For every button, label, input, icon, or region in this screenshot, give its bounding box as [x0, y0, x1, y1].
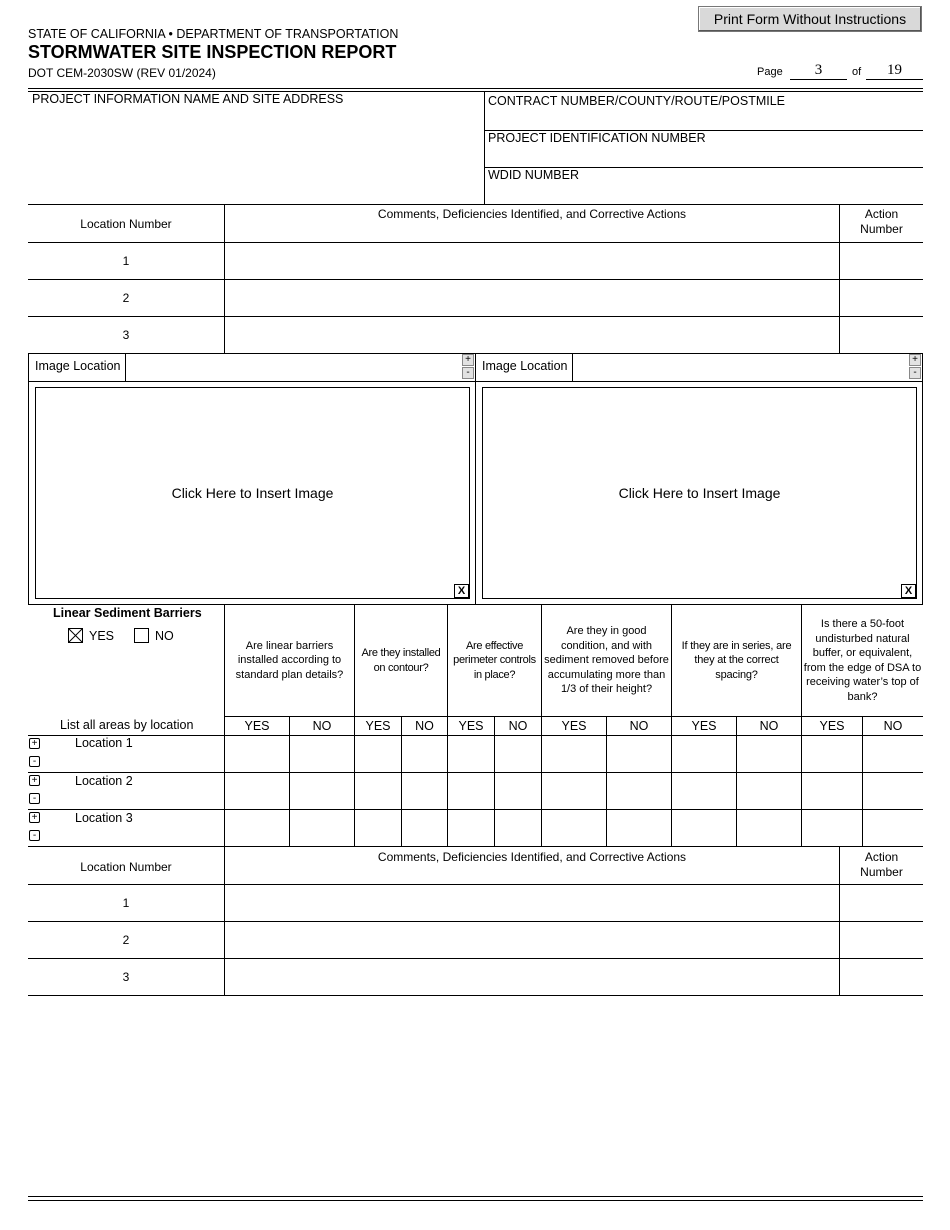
q5-yes-header: YES: [691, 719, 717, 733]
page-of-label: of: [852, 66, 862, 78]
comments-field[interactable]: [225, 922, 839, 958]
q1-no-header: NO: [312, 719, 332, 733]
image-location-label-right: Image Location: [482, 359, 568, 373]
form-id: DOT CEM-2030SW (REV 01/2024): [28, 66, 216, 80]
comments-field[interactable]: [225, 317, 839, 353]
action-number-field[interactable]: [840, 885, 923, 921]
question-natural-buffer: Is there a 50-foot undisturbed natural buffer, or equivalent, from the edge of DSA to receiving water’s top of bank?: [803, 618, 922, 703]
q5-no-header: NO: [759, 719, 779, 733]
action-number-header-line1: Action: [864, 850, 899, 864]
comments-field[interactable]: [225, 959, 839, 995]
location-2-add-button[interactable]: +: [29, 775, 40, 786]
image-location-plus-left[interactable]: +: [462, 354, 474, 366]
location-number-header: Location Number: [80, 216, 172, 231]
page-total-field[interactable]: 19: [866, 62, 923, 80]
footer-rule: [28, 1200, 923, 1201]
wdid-number-label: WDID NUMBER: [488, 168, 579, 182]
table-row-location: 2: [122, 933, 130, 947]
location-1-label: Location 1: [75, 736, 133, 750]
form-title: STORMWATER SITE INSPECTION REPORT: [28, 42, 397, 62]
question-correct-spacing: If they are in series, are they at the correct spacing?: [681, 639, 792, 681]
footer-rule: [28, 1196, 923, 1197]
project-id-field[interactable]: [485, 145, 923, 167]
agency-name: STATE OF CALIFORNIA • DEPARTMENT OF TRANSPORTATION: [28, 27, 399, 41]
barriers-yes-label: YES: [89, 629, 115, 643]
image-location-field-right[interactable]: [573, 354, 907, 381]
insert-image-right[interactable]: Click Here to Insert Image: [482, 387, 917, 599]
image-location-plus-right[interactable]: +: [909, 354, 921, 366]
image-location-label-left: Image Location: [35, 359, 121, 373]
image-location-minus-right[interactable]: -: [909, 367, 921, 379]
q3-yes-header: YES: [458, 719, 484, 733]
image-location-minus-left[interactable]: -: [462, 367, 474, 379]
comments-field[interactable]: [225, 280, 839, 316]
contract-number-label: CONTRACT NUMBER/COUNTY/ROUTE/POSTMILE: [488, 94, 786, 108]
table-row-location: 3: [122, 328, 130, 342]
project-info-field[interactable]: [28, 106, 484, 204]
question-perimeter-controls: Are effective perimeter controls in place?: [453, 639, 536, 681]
comments-header: Comments, Deficiencies Identified, and Corrective Actions: [377, 207, 687, 221]
print-form-button[interactable]: Print Form Without Instructions: [698, 6, 922, 32]
q4-no-header: NO: [629, 719, 649, 733]
project-info-label: PROJECT INFORMATION NAME AND SITE ADDRESS: [32, 92, 344, 106]
q3-no-header: NO: [508, 719, 528, 733]
image-location-field-left[interactable]: [126, 354, 460, 381]
comments-field[interactable]: [225, 243, 839, 279]
checkbox-x-mark: [69, 629, 82, 642]
comments-field[interactable]: [225, 885, 839, 921]
action-number-field[interactable]: [840, 317, 923, 353]
table-row-location: 2: [122, 291, 130, 305]
page-number-field[interactable]: 3: [790, 62, 847, 80]
barriers-no-label: NO: [155, 629, 174, 643]
location-number-header: Location Number: [80, 859, 172, 874]
action-number-field[interactable]: [840, 922, 923, 958]
q6-no-header: NO: [883, 719, 903, 733]
action-number-field[interactable]: [840, 959, 923, 995]
project-id-label: PROJECT IDENTIFICATION NUMBER: [488, 131, 706, 145]
contract-number-field[interactable]: [485, 108, 923, 130]
location-1-remove-button[interactable]: -: [29, 756, 40, 767]
table-row-location: 1: [122, 254, 130, 268]
list-areas-label: List all areas by location: [60, 718, 194, 732]
wdid-number-field[interactable]: [485, 182, 923, 204]
question-good-condition: Are they in good condition, and with sediment removed before accumulating more than 1/3 of their height?: [544, 625, 669, 696]
comments-header: Comments, Deficiencies Identified, and Corrective Actions: [377, 850, 687, 864]
insert-image-left[interactable]: Click Here to Insert Image: [35, 387, 470, 599]
location-3-label: Location 3: [75, 811, 133, 825]
remove-image-left[interactable]: X: [454, 584, 469, 598]
action-number-field[interactable]: [840, 243, 923, 279]
action-number-header-line2: Number: [860, 222, 903, 236]
page-label: Page: [757, 66, 783, 78]
action-number-header-line1: Action: [864, 207, 899, 221]
barriers-no-checkbox[interactable]: [134, 628, 149, 643]
action-number-field[interactable]: [840, 280, 923, 316]
q4-yes-header: YES: [561, 719, 587, 733]
question-barriers-installed: Are linear barriers installed according to standard plan details?: [235, 639, 344, 681]
location-2-label: Location 2: [75, 774, 133, 788]
q1-yes-header: YES: [244, 719, 270, 733]
location-3-remove-button[interactable]: -: [29, 830, 40, 841]
q2-no-header: NO: [415, 719, 434, 733]
location-2-remove-button[interactable]: -: [29, 793, 40, 804]
remove-image-right[interactable]: X: [901, 584, 916, 598]
location-1-add-button[interactable]: +: [29, 738, 40, 749]
q6-yes-header: YES: [819, 719, 845, 733]
table-row-location: 3: [122, 970, 130, 984]
location-3-add-button[interactable]: +: [29, 812, 40, 823]
action-number-header-line2: Number: [860, 865, 903, 879]
q2-yes-header: YES: [365, 719, 391, 733]
barriers-title: Linear Sediment Barriers: [53, 606, 202, 620]
question-installed-contour: Are they installed on contour?: [361, 647, 441, 674]
table-row-location: 1: [122, 896, 130, 910]
barriers-yes-checkbox[interactable]: [68, 628, 83, 643]
